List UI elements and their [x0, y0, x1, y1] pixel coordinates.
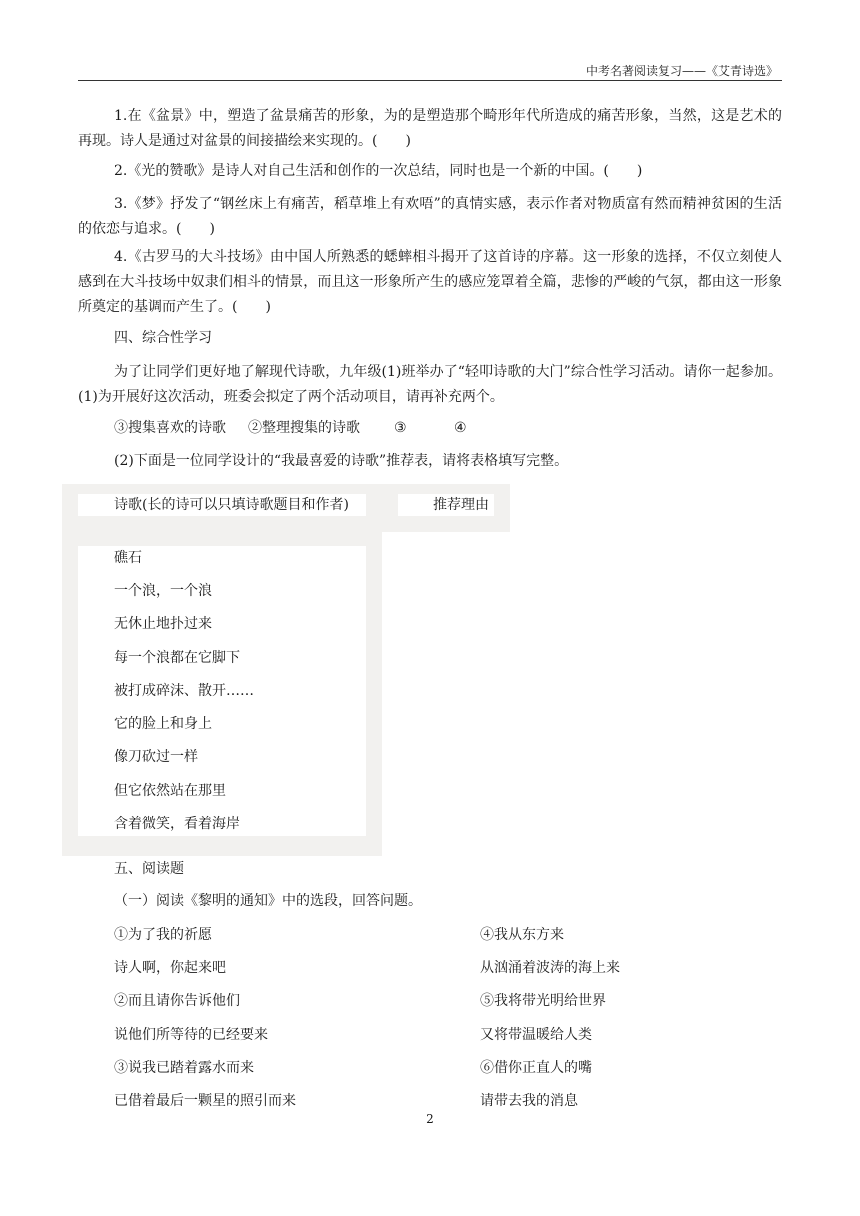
- excerpt-right-line: 又将带温暖给人类: [480, 1027, 592, 1043]
- poem-line: 被打成碎沫、散开……: [114, 683, 254, 699]
- poem-line: 但它依然站在那里: [114, 783, 226, 799]
- excerpt-left-line: ②而且请你告诉他们: [114, 993, 240, 1009]
- judgment-2: 2.《光的赞歌》是诗人对自己生活和创作的一次总结，同时也是一个新的中国。( ): [114, 163, 643, 179]
- poem-line: 一个浪，一个浪: [114, 583, 212, 599]
- activity-item-1: ③搜集喜欢的诗歌: [114, 420, 226, 436]
- excerpt-left-line: 诗人啊，你起来吧: [114, 960, 226, 976]
- judgment-3: 3.《梦》抒发了“钢丝床上有痛苦，稻草堆上有欢唔”的真情实感，表示作者对物质富有然而精神贫困的生活的依恋与追求。( ): [78, 196, 782, 237]
- excerpt-right-line: 从汹涌着波涛的海上来: [480, 960, 620, 976]
- judgment-1: 1.在《盆景》中，塑造了盆景痛苦的形象，为的是塑造那个畸形年代所造成的痛苦形象，当然，这是艺术的再现。诗人是通过对盆景的间接描绘来实现的。( ): [78, 108, 782, 149]
- section4-heading: 四、综合性学习: [114, 330, 212, 346]
- poem-line: 每一个浪都在它脚下: [114, 650, 240, 666]
- section5-heading: 五、阅读题: [114, 861, 184, 877]
- excerpt-right-line: ④我从东方来: [480, 927, 564, 943]
- table-header-poem: 诗歌(长的诗可以只填诗歌题目和作者): [114, 497, 349, 513]
- excerpt-right-line: ⑤我将带光明给世界: [480, 993, 606, 1009]
- excerpt-left-line: 已借着最后一颗星的照引而来: [114, 1093, 296, 1109]
- judgment-4: 4.《古罗马的大斗技场》由中国人所熟悉的蟋蟀相斗揭开了这首诗的序幕。这一形象的选择，不仅立刻使人感到在大斗技场中奴隶们相斗的情景，而且这一形象所产生的感应笼罩着全篇，悲惨的严峻的气氛，都由这一形象所奠定的基调而产生了。( ): [78, 249, 782, 315]
- excerpt-left-line: ③说我已踏着露水而来: [114, 1060, 254, 1076]
- excerpt-left-line: ①为了我的祈愿: [114, 927, 212, 943]
- excerpt-right-line: 请带去我的消息: [480, 1093, 578, 1109]
- table-header-reason: 推荐理由: [433, 497, 489, 513]
- activity-item-4: ④: [454, 420, 467, 436]
- section4-intro: 为了让同学们更好地了解现代诗歌，九年级(1)班举办了“轻叩诗歌的大门”综合性学习活动。请你一起参加。 (1)为开展好这次活动，班委会拟定了两个活动项目，请再补充两个。: [78, 364, 782, 405]
- table-instruction: (2)下面是一位同学设计的“我最喜爱的诗歌”推荐表，请将表格填写完整。: [114, 453, 569, 469]
- page-number: 2: [426, 1112, 434, 1126]
- poem-line: 含着微笑，看着海岸: [114, 816, 240, 832]
- header-rule: [78, 80, 782, 81]
- page-header: 中考名著阅读复习——《艾青诗选》: [585, 64, 778, 78]
- poem-line: 它的脸上和身上: [114, 716, 212, 732]
- poem-line: 礁石: [114, 550, 142, 566]
- activity-item-2: ②整理搜集的诗歌: [248, 420, 360, 436]
- excerpt-left-line: 说他们所等待的已经要来: [114, 1027, 268, 1043]
- poem-line: 无休止地扑过来: [114, 616, 212, 632]
- excerpt-right-line: ⑥借你正直人的嘴: [480, 1060, 592, 1076]
- poem-line: 像刀砍过一样: [114, 749, 198, 765]
- section5-subheading: （一）阅读《黎明的通知》中的选段，回答问题。: [114, 893, 422, 909]
- activity-item-3: ③: [394, 420, 407, 436]
